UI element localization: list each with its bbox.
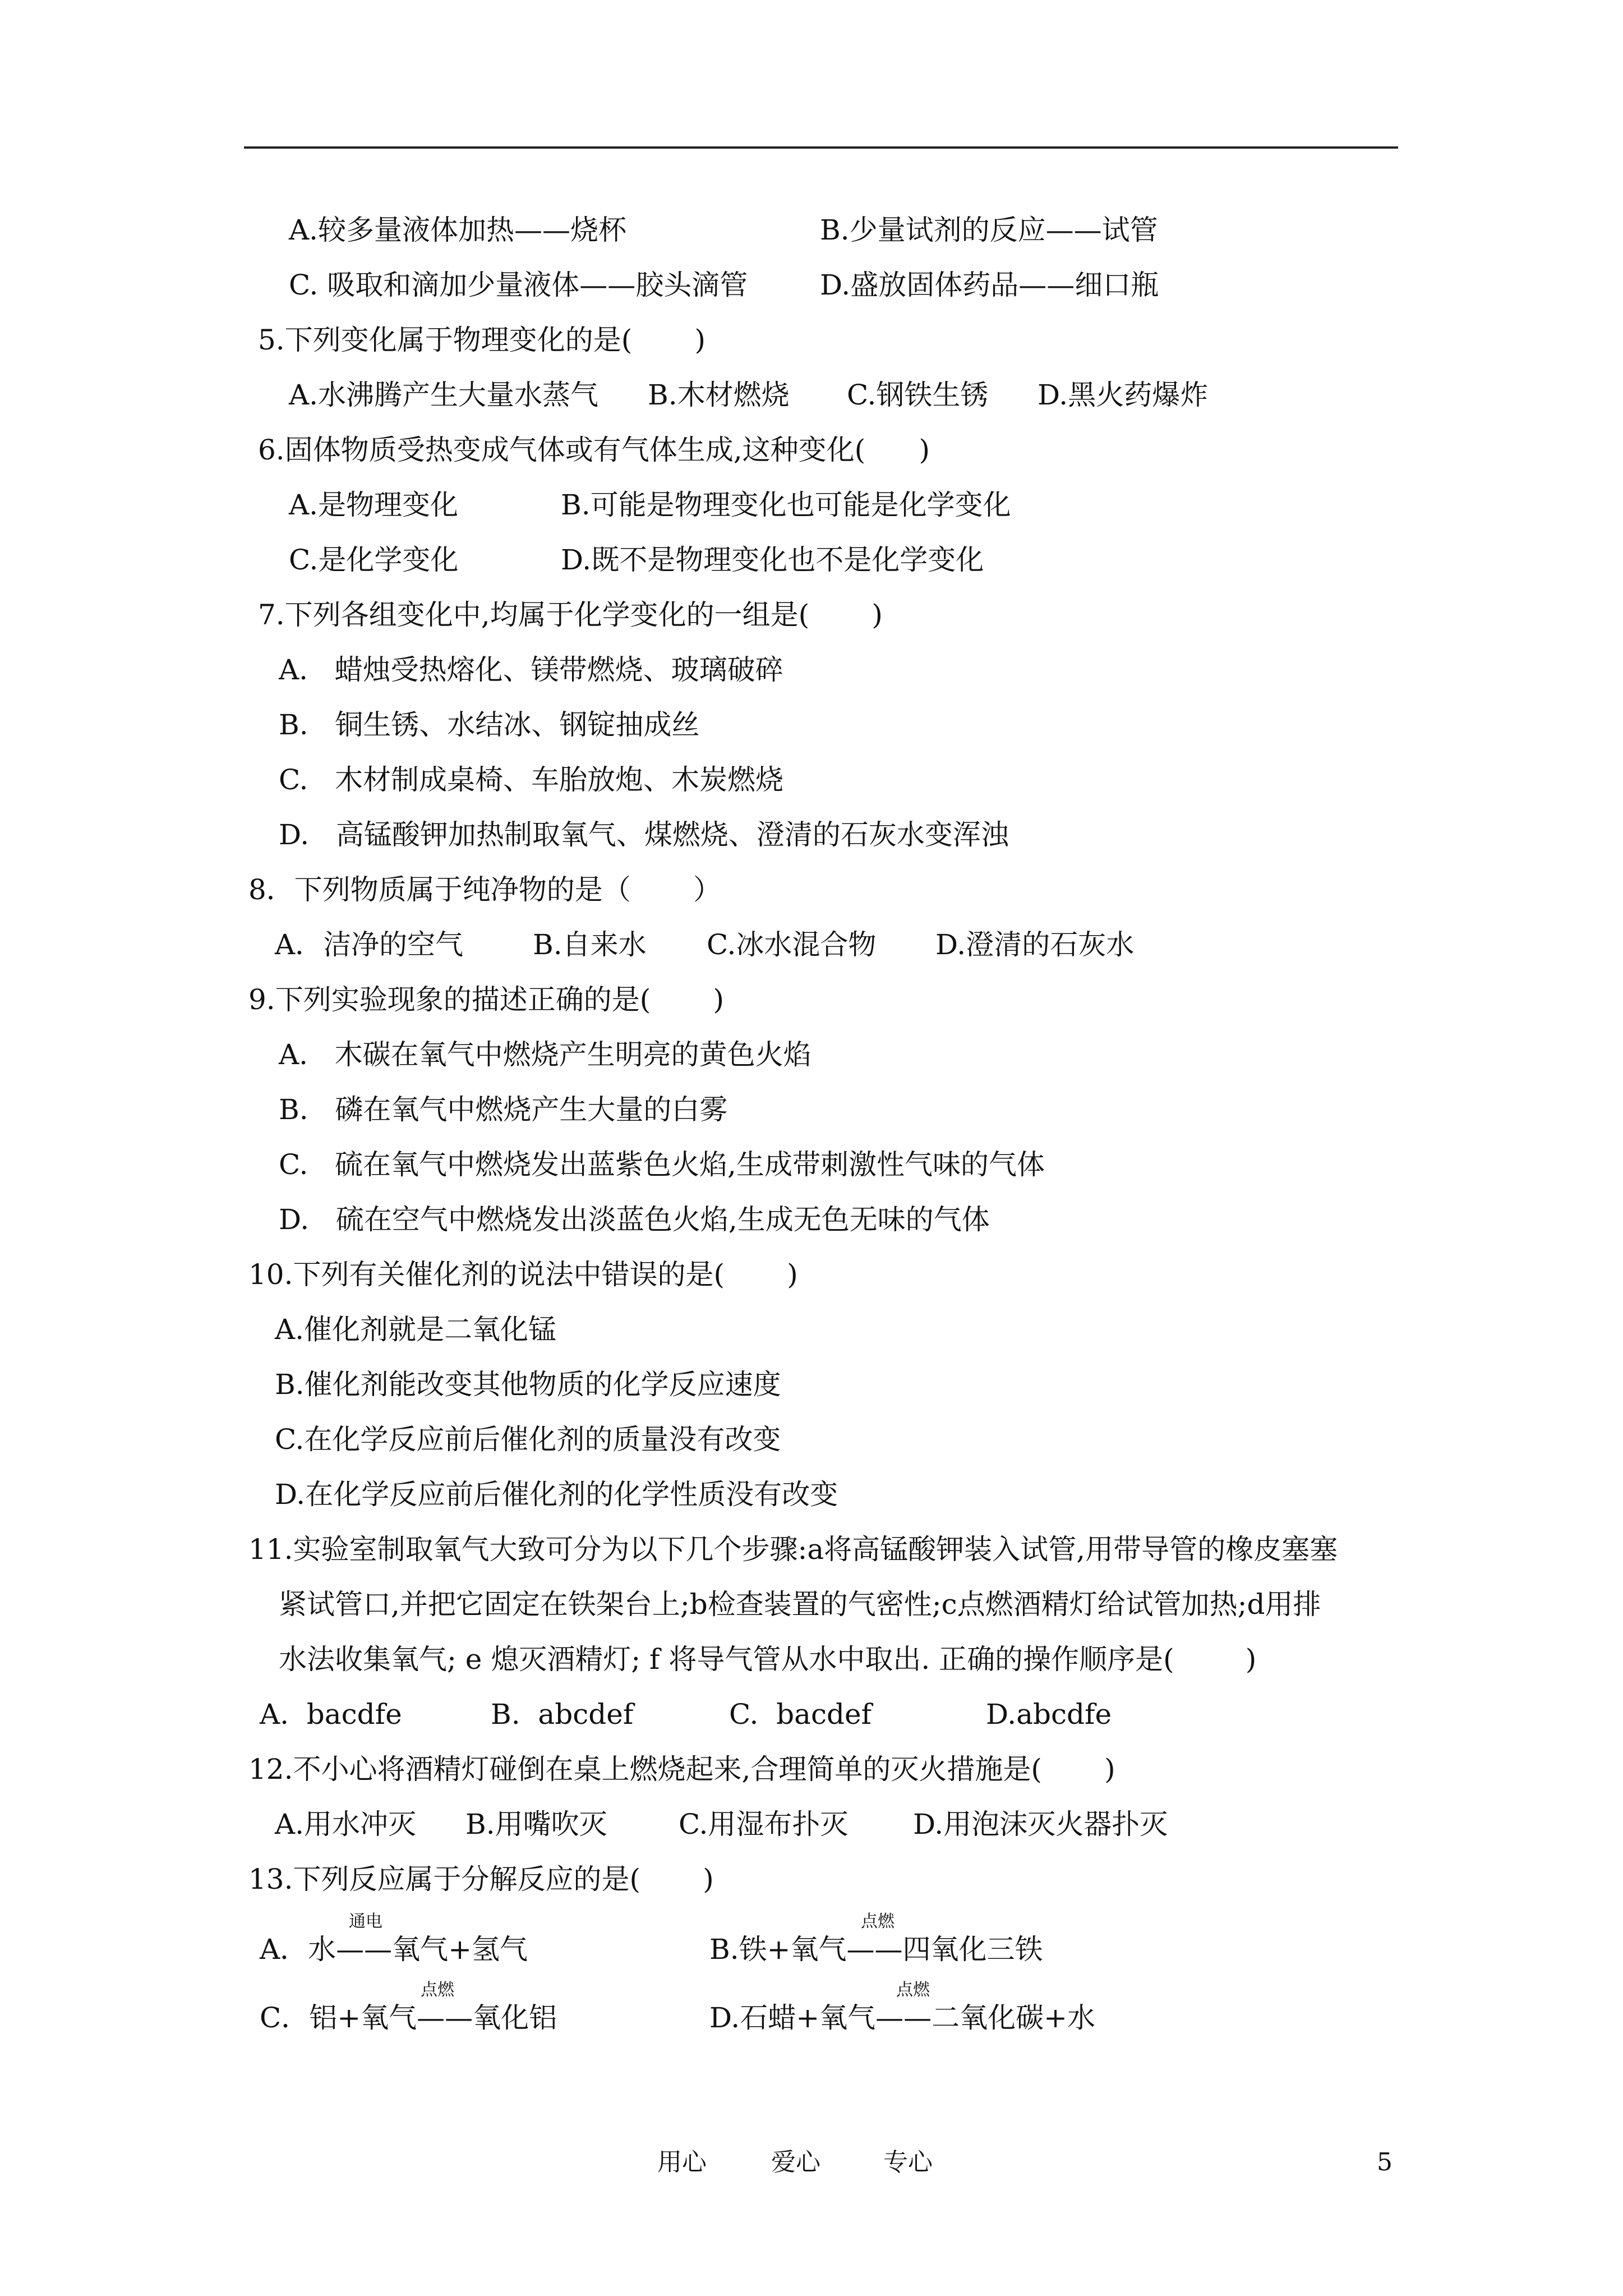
q9-stem: 9.下列实验现象的描述正确的是( ): [248, 983, 724, 1016]
q13-option-c: C．铝+氧气——氧化铝: [260, 2001, 557, 2034]
header-rule: [244, 146, 1398, 149]
q13-a-condition: 通电: [349, 1912, 382, 1931]
q12-option-a: A.用水冲灭: [275, 1808, 417, 1841]
q8-option-b: B.自来水: [533, 928, 647, 961]
q6-option-c: C.是化学变化: [289, 544, 459, 576]
q13-option-b: B.铁+氧气——四氧化三铁: [709, 1933, 1043, 1966]
q10-option-a: A.催化剂就是二氧化锰: [275, 1313, 557, 1346]
q8-stem: 8．下列物质属于纯净物的是（ ）: [248, 873, 722, 906]
footer-motto-2: 爱心: [771, 2148, 820, 2177]
q13-option-a: A．水——氧气+氢气: [260, 1933, 528, 1966]
q8-option-c: C.冰水混合物: [707, 928, 877, 961]
q13-b-condition: 点燃: [861, 1912, 895, 1931]
footer-motto-1: 用心: [657, 2148, 707, 2177]
q6-option-a: A.是物理变化: [289, 489, 459, 521]
q8-option-d: D.澄清的石灰水: [935, 928, 1135, 961]
q9-option-a: A. 木碳在氧气中燃烧产生明亮的黄色火焰: [279, 1038, 811, 1071]
q12-option-b: B.用嘴吹灭: [465, 1808, 607, 1841]
q7-option-b: B. 铜生锈、水结冰、钢锭抽成丝: [279, 708, 700, 741]
q4-option-c: C. 吸取和滴加少量液体——胶头滴管: [289, 269, 748, 301]
q4-option-a: A.较多量液体加热——烧杯: [289, 214, 627, 246]
q11-stem-line2: 紧试管口,并把它固定在铁架台上;b检查装置的气密性;c点燃酒精灯给试管加热;d用排: [279, 1588, 1321, 1621]
q12-option-c: C.用湿布扑灭: [679, 1808, 849, 1841]
q13-d-condition: 点燃: [896, 1980, 930, 2000]
q10-option-b: B.催化剂能改变其他物质的化学反应速度: [275, 1368, 781, 1401]
q13-stem: 13.下列反应属于分解反应的是( ): [248, 1863, 714, 1895]
q5-option-b: B.木材燃烧: [648, 379, 790, 411]
q12-stem: 12.不小心将酒精灯碰倒在桌上燃烧起来,合理简单的灭火措施是( ): [248, 1753, 1115, 1786]
q4-option-d: D.盛放固体药品——细口瓶: [820, 269, 1159, 301]
q6-stem: 6.固体物质受热变成气体或有气体生成,这种变化( ): [258, 434, 930, 466]
q11-option-b: B. abcdef: [491, 1698, 634, 1731]
q11-stem-line3: 水法收集氧气; e 熄灭酒精灯; f 将导气管从水中取出. 正确的操作顺序是( ): [279, 1643, 1257, 1676]
q11-option-c: C. bacdef: [729, 1698, 872, 1731]
q12-option-d: D.用泡沫灭火器扑灭: [913, 1808, 1168, 1841]
q7-option-d: D. 高锰酸钾加热制取氧气、煤燃烧、澄清的石灰水变浑浊: [279, 818, 1009, 851]
page-number: 5: [1377, 2148, 1393, 2177]
q9-option-c: C. 硫在氧气中燃烧发出蓝紫色火焰,生成带刺激性气味的气体: [279, 1148, 1045, 1181]
q8-option-a: A．洁净的空气: [275, 928, 464, 961]
q6-option-d: D.既不是物理变化也不是化学变化: [561, 544, 984, 576]
q4-option-b: B.少量试剂的反应——试管: [820, 214, 1158, 246]
q11-option-d: D.abcdfe: [986, 1698, 1112, 1731]
q7-option-c: C. 木材制成桌椅、车胎放炮、木炭燃烧: [279, 763, 784, 796]
q11-option-a: A. bacdfe: [260, 1698, 402, 1731]
q5-option-c: C.钢铁生锈: [847, 379, 989, 411]
q10-option-d: D.在化学反应前后催化剂的化学性质没有改变: [275, 1478, 838, 1511]
q7-stem: 7.下列各组变化中,均属于化学变化的一组是( ): [258, 599, 883, 631]
footer-motto-3: 专心: [883, 2148, 933, 2177]
q5-option-a: A.水沸腾产生大量水蒸气: [289, 379, 599, 411]
q9-option-d: D. 硫在空气中燃烧发出淡蓝色火焰,生成无色无味的气体: [279, 1203, 990, 1236]
q11-stem-line1: 11.实验室制取氧气大致可分为以下几个步骤:a将高锰酸钾装入试管,用带导管的橡皮塞塞: [248, 1533, 1338, 1566]
q6-option-b: B.可能是物理变化也可能是化学变化: [561, 489, 1011, 521]
q13-option-d: D.石蜡+氧气——二氧化碳+水: [709, 2001, 1095, 2034]
q5-option-d: D.黑火药爆炸: [1038, 379, 1209, 411]
q10-stem: 10.下列有关催化剂的说法中错误的是( ): [248, 1258, 798, 1291]
q7-option-a: A. 蜡烛受热熔化、镁带燃烧、玻璃破碎: [279, 654, 783, 686]
q13-c-condition: 点燃: [421, 1980, 454, 2000]
q10-option-c: C.在化学反应前后催化剂的质量没有改变: [275, 1423, 781, 1456]
q9-option-b: B. 磷在氧气中燃烧产生大量的白雾: [279, 1093, 728, 1126]
q5-stem: 5.下列变化属于物理变化的是( ): [258, 324, 706, 356]
